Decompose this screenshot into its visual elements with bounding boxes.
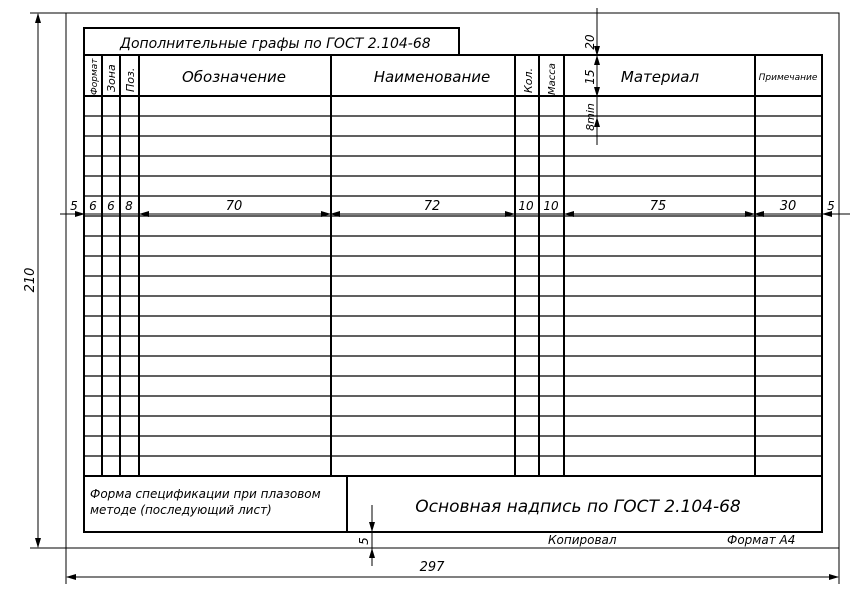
dim-top-20: 20 (583, 34, 597, 50)
sheet-outline (66, 13, 839, 548)
table-columns (102, 55, 755, 476)
dim-pos-width: 8 (125, 199, 133, 213)
column-header-material: Материал (620, 68, 700, 86)
dim-material-width: 75 (649, 199, 667, 214)
dim-designation-width: 70 (225, 199, 243, 214)
column-header-designation: Обозначение (181, 68, 287, 86)
column-header-zone: Зона (105, 64, 118, 92)
dim-qty-width: 10 (518, 199, 534, 213)
dim-name-width: 72 (423, 199, 441, 214)
dim-bottom-5: 5 (357, 537, 371, 545)
column-header-format: Формат (90, 58, 100, 95)
main-inscription: Основная надпись по ГОСТ 2.104-68 (415, 497, 741, 517)
dim-note-width: 30 (779, 199, 797, 214)
copied-label: Копировал (548, 533, 617, 547)
column-header-name: Наименование (373, 68, 491, 86)
form-caption-line2: методе (последующий лист) (90, 503, 272, 517)
dim-zone-width: 6 (107, 199, 115, 213)
main-frame (84, 55, 822, 532)
dim-format-width: 6 (89, 199, 97, 213)
dim-left-margin: 5 (70, 199, 78, 213)
format-label: Формат А4 (727, 533, 796, 547)
table-rows (84, 116, 822, 456)
column-header-pos: Поз. (124, 67, 137, 92)
additional-columns-title: Дополнительные графы по ГОСТ 2.104-68 (120, 36, 431, 52)
form-caption-line1: Форма спецификации при плазовом (90, 487, 321, 501)
column-header-note: Примечание (758, 73, 818, 83)
dim-total-height: 210 (23, 267, 38, 293)
dim-row-min: 8min (584, 103, 597, 131)
dim-header-15: 15 (583, 69, 597, 85)
column-header-mass: Масса (547, 63, 558, 95)
dim-right-margin: 5 (827, 199, 835, 213)
dim-mass-width: 10 (543, 199, 559, 213)
dim-total-width: 297 (419, 560, 445, 575)
column-header-qty: Кол. (522, 67, 535, 93)
